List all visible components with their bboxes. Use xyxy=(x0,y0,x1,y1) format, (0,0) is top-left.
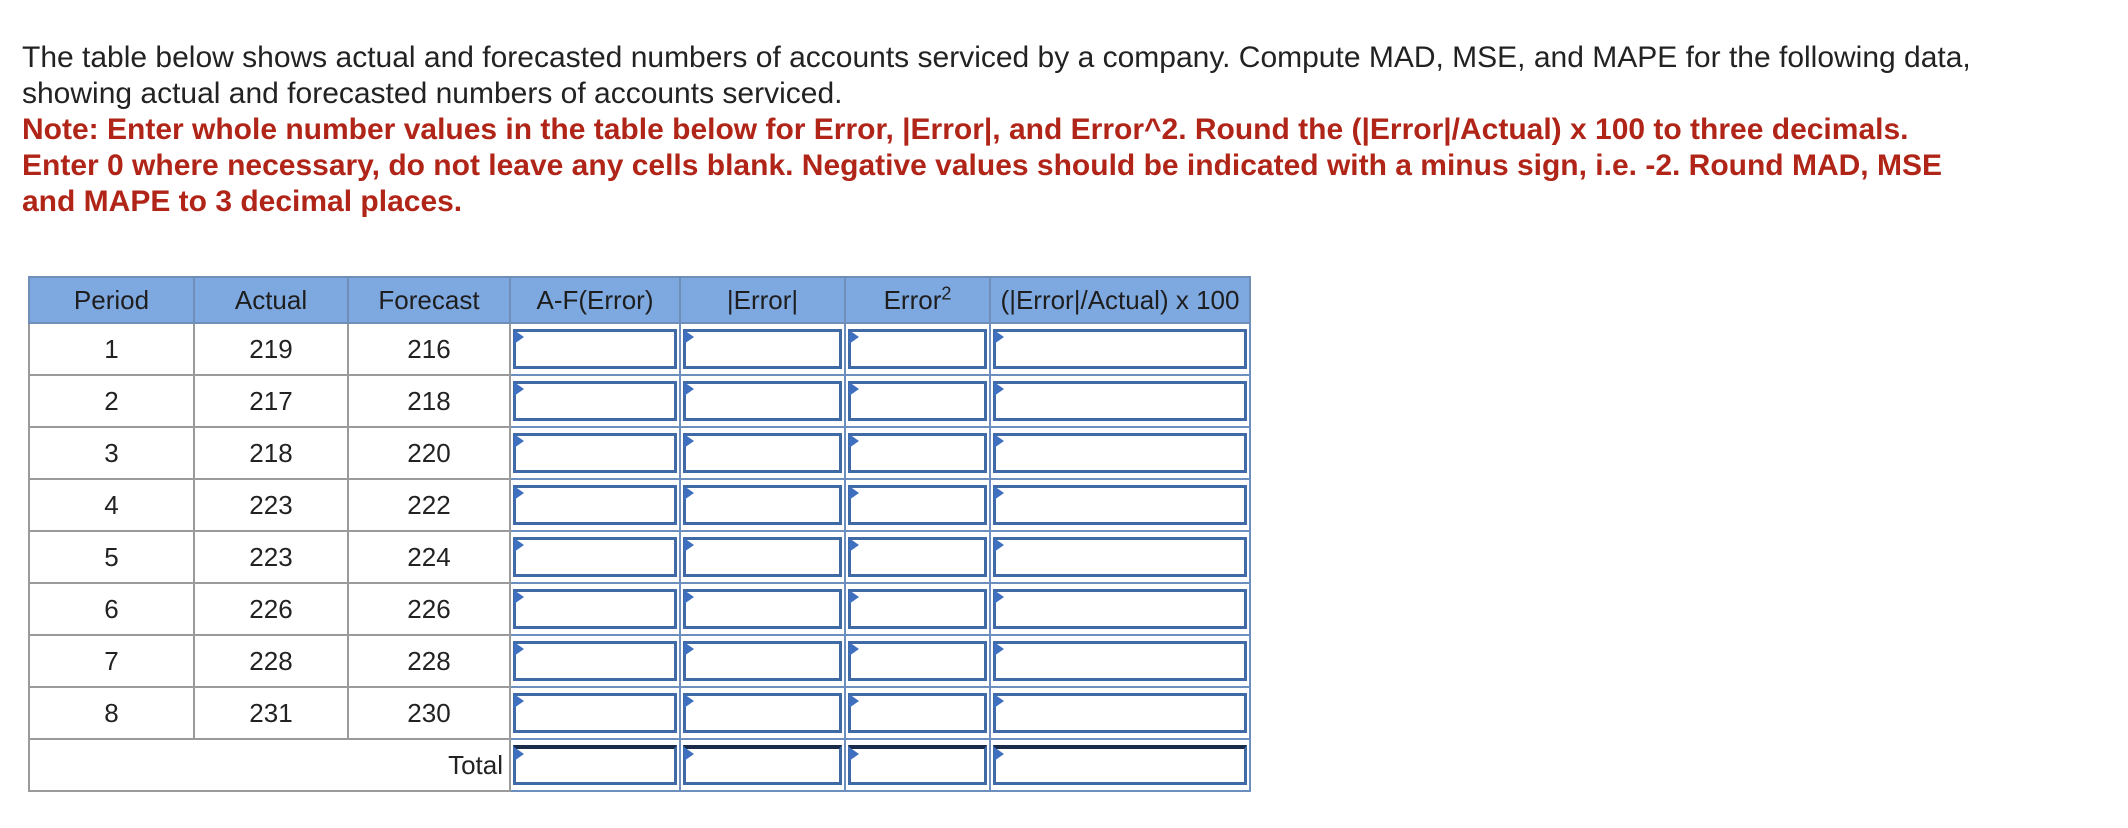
cell-abs-error xyxy=(680,323,845,375)
percent-error-input[interactable] xyxy=(993,693,1247,733)
cell-error xyxy=(510,583,680,635)
percent-error-input[interactable] xyxy=(993,381,1247,421)
error-input[interactable] xyxy=(513,693,677,733)
table-row xyxy=(29,687,1250,739)
cell-period: 2 xyxy=(29,375,194,427)
table-row xyxy=(29,375,1250,427)
error-squared-input[interactable] xyxy=(848,693,987,733)
cell-error-squared xyxy=(845,635,990,687)
cell-forecast: 228 xyxy=(348,635,510,687)
cell-percent-error xyxy=(990,427,1250,479)
cell-forecast: 216 xyxy=(348,323,510,375)
cell-percent-error xyxy=(990,323,1250,375)
total-error-input[interactable] xyxy=(513,745,677,785)
cell-actual: 226 xyxy=(194,583,348,635)
cell-error-squared xyxy=(845,323,990,375)
cell-abs-error xyxy=(680,427,845,479)
total-abs-error-input[interactable] xyxy=(683,745,842,785)
question-intro: The table below shows actual and forecasted numbers of accounts serviced by a company. Compute MAD, MSE, and MAPE for the following data, showing actual and forecasted numbers of accounts serviced. xyxy=(22,41,1971,110)
cell-error-squared xyxy=(845,427,990,479)
cell-percent-error xyxy=(990,635,1250,687)
table-header-row xyxy=(29,277,1250,323)
error-input[interactable] xyxy=(513,433,677,473)
total-percent-error-input[interactable] xyxy=(993,745,1247,785)
error-squared-input[interactable] xyxy=(848,381,987,421)
header-error-squared-exponent: 2 xyxy=(941,282,952,303)
cell-error xyxy=(510,323,680,375)
cell-actual: 219 xyxy=(194,323,348,375)
cell-period: 6 xyxy=(29,583,194,635)
cell-period: 8 xyxy=(29,687,194,739)
cell-forecast: 230 xyxy=(348,687,510,739)
total-label: Total xyxy=(29,739,510,791)
cell-error xyxy=(510,531,680,583)
cell-percent-error xyxy=(990,479,1250,531)
error-input[interactable] xyxy=(513,381,677,421)
table-row xyxy=(29,583,1250,635)
table-row xyxy=(29,635,1250,687)
total-cell-error xyxy=(510,739,680,791)
cell-period: 5 xyxy=(29,531,194,583)
cell-error-squared xyxy=(845,583,990,635)
header-error-squared xyxy=(845,277,990,323)
cell-forecast: 218 xyxy=(348,375,510,427)
cell-forecast: 224 xyxy=(348,531,510,583)
total-row xyxy=(29,739,1250,791)
cell-forecast: 220 xyxy=(348,427,510,479)
cell-period: 3 xyxy=(29,427,194,479)
cell-actual: 231 xyxy=(194,687,348,739)
error-input[interactable] xyxy=(513,329,677,369)
header-error: A-F(Error) xyxy=(510,277,680,323)
cell-abs-error xyxy=(680,687,845,739)
table-row xyxy=(29,531,1250,583)
total-cell-abs-error xyxy=(680,739,845,791)
cell-period: 7 xyxy=(29,635,194,687)
cell-percent-error xyxy=(990,531,1250,583)
question-text xyxy=(22,40,1982,220)
cell-forecast: 226 xyxy=(348,583,510,635)
cell-abs-error xyxy=(680,479,845,531)
percent-error-input[interactable] xyxy=(993,641,1247,681)
cell-abs-error xyxy=(680,583,845,635)
cell-error xyxy=(510,479,680,531)
cell-period: 4 xyxy=(29,479,194,531)
header-percent-error: (|Error|/Actual) x 100 xyxy=(990,277,1250,323)
cell-actual: 223 xyxy=(194,479,348,531)
error-input[interactable] xyxy=(513,537,677,577)
cell-period: 1 xyxy=(29,323,194,375)
percent-error-input[interactable] xyxy=(993,329,1247,369)
cell-error xyxy=(510,635,680,687)
percent-error-input[interactable] xyxy=(993,589,1247,629)
error-squared-input[interactable] xyxy=(848,485,987,525)
total-cell-percent-error xyxy=(990,739,1250,791)
total-cell-error-squared xyxy=(845,739,990,791)
cell-actual: 228 xyxy=(194,635,348,687)
question-note: Note: Enter whole number values in the table below for Error, |Error|, and Error^2. Round the (|Error|/Actual) x 100 to three decimals. Enter 0 where necessary, do not leave any cells blank. Negative values should be indicated with a minus sign, i.e. -2. Round MAD, MSE and MAPE to 3 decimal places. xyxy=(22,113,1942,218)
cell-percent-error xyxy=(990,687,1250,739)
cell-actual: 218 xyxy=(194,427,348,479)
cell-abs-error xyxy=(680,531,845,583)
error-input[interactable] xyxy=(513,641,677,681)
header-period: Period xyxy=(29,277,194,323)
error-input[interactable] xyxy=(513,485,677,525)
error-squared-input[interactable] xyxy=(848,537,987,577)
cell-actual: 223 xyxy=(194,531,348,583)
table-row xyxy=(29,427,1250,479)
table-body xyxy=(29,323,1250,791)
abs-error-input[interactable] xyxy=(683,329,842,369)
abs-error-input[interactable] xyxy=(683,381,842,421)
cell-error xyxy=(510,687,680,739)
percent-error-input[interactable] xyxy=(993,433,1247,473)
abs-error-input[interactable] xyxy=(683,693,842,733)
abs-error-input[interactable] xyxy=(683,433,842,473)
cell-actual: 217 xyxy=(194,375,348,427)
cell-abs-error xyxy=(680,635,845,687)
cell-error-squared xyxy=(845,375,990,427)
header-forecast: Forecast xyxy=(348,277,510,323)
cell-percent-error xyxy=(990,375,1250,427)
table-row xyxy=(29,479,1250,531)
header-error-squared-base: Error xyxy=(883,284,942,315)
cell-error-squared xyxy=(845,687,990,739)
table-row xyxy=(29,323,1250,375)
error-input[interactable] xyxy=(513,589,677,629)
cell-error xyxy=(510,375,680,427)
cell-error xyxy=(510,427,680,479)
abs-error-input[interactable] xyxy=(683,641,842,681)
abs-error-input[interactable] xyxy=(683,485,842,525)
cell-forecast: 222 xyxy=(348,479,510,531)
cell-abs-error xyxy=(680,375,845,427)
error-squared-input[interactable] xyxy=(848,641,987,681)
header-actual: Actual xyxy=(194,277,348,323)
error-squared-input[interactable] xyxy=(848,329,987,369)
percent-error-input[interactable] xyxy=(993,485,1247,525)
percent-error-input[interactable] xyxy=(993,537,1247,577)
cell-percent-error xyxy=(990,583,1250,635)
cell-error-squared xyxy=(845,531,990,583)
abs-error-input[interactable] xyxy=(683,589,842,629)
forecast-error-table xyxy=(28,276,1251,792)
cell-error-squared xyxy=(845,479,990,531)
total-error-squared-input[interactable] xyxy=(848,745,987,785)
error-squared-input[interactable] xyxy=(848,433,987,473)
error-squared-input[interactable] xyxy=(848,589,987,629)
abs-error-input[interactable] xyxy=(683,537,842,577)
header-abs-error: |Error| xyxy=(680,277,845,323)
